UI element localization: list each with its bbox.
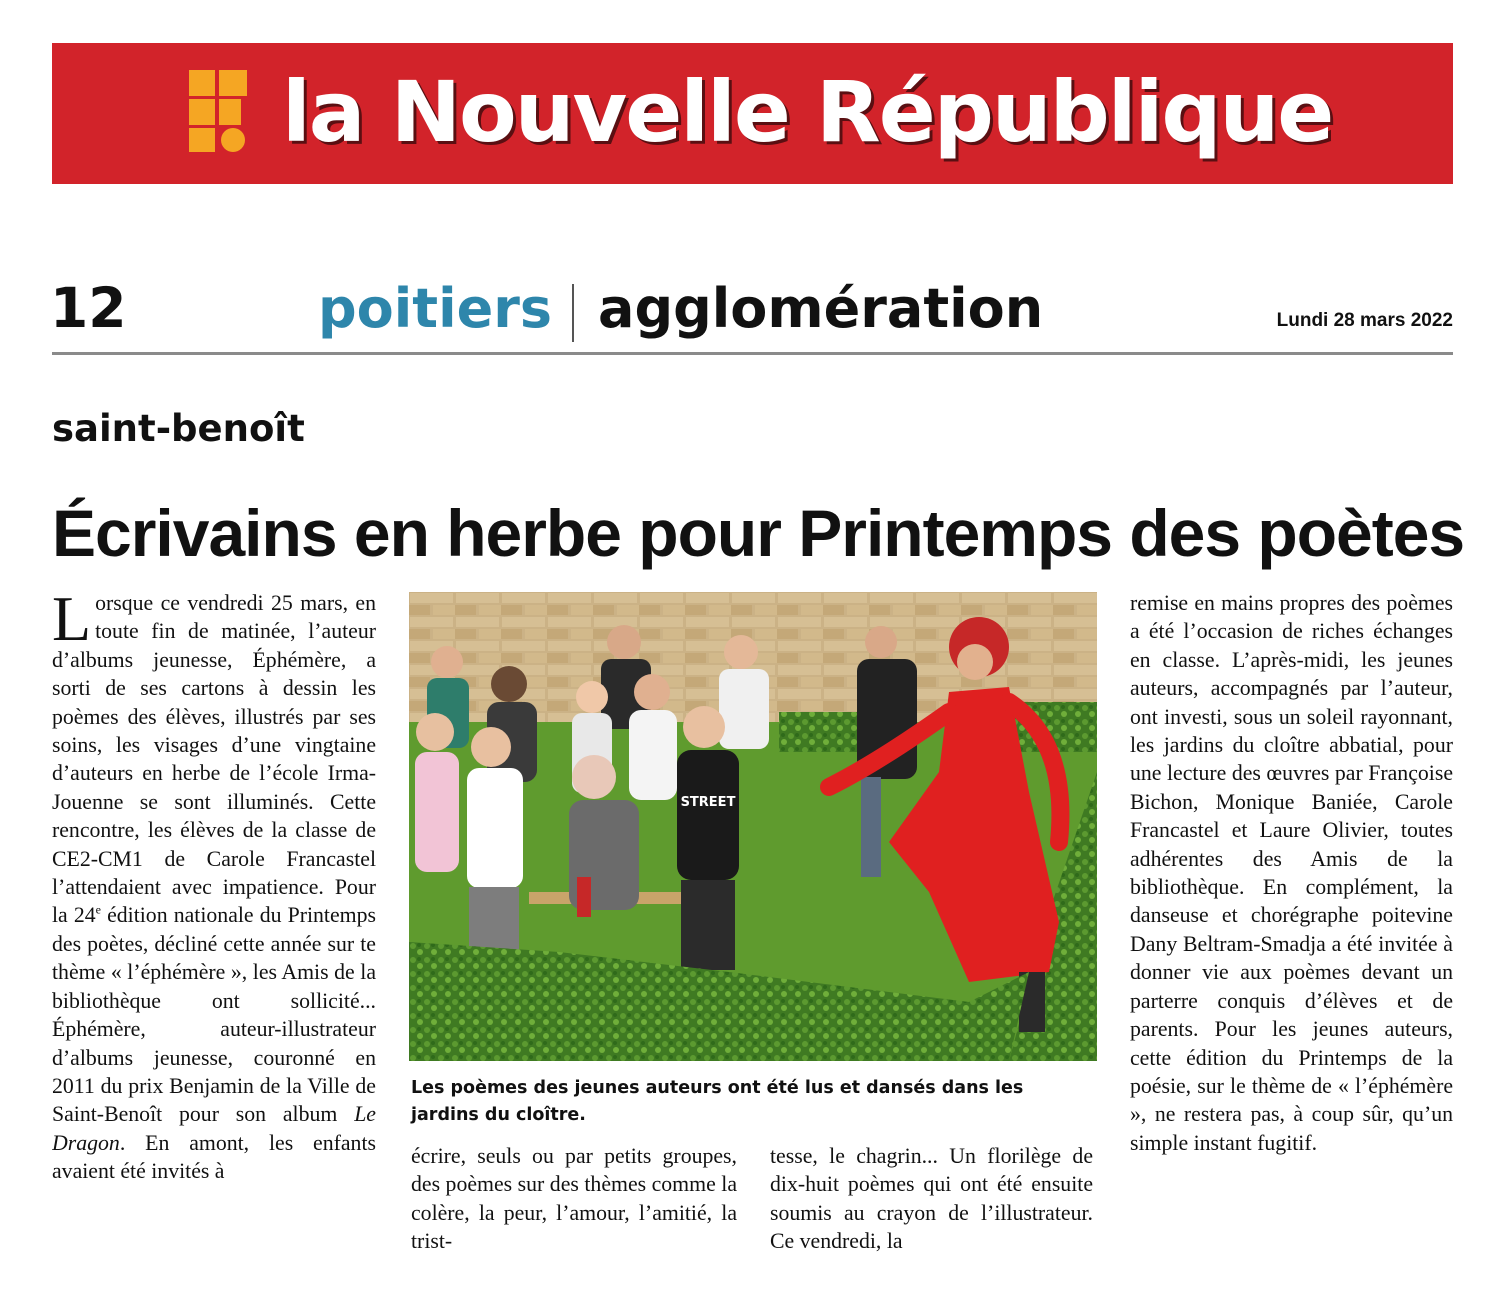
shirt-text: STREET (680, 795, 736, 810)
issue-date: Lundi 28 mars 2022 (1276, 310, 1453, 331)
article-photo (409, 592, 1097, 1061)
photo-illustration (409, 592, 1097, 1061)
article-column-2: écrire, seuls ou par petits groupes, des poèmes sur des thèmes comme la colère, la peur, l’amour, l’amitié, la trist- (411, 1144, 737, 1254)
article-column-1 (52, 589, 376, 1275)
album-title: Le Dragon (52, 1102, 376, 1155)
header-divider (52, 352, 1453, 355)
column-1-text-c: . En amont, les enfants avaient été invités à (52, 1130, 376, 1184)
newspaper-logo-icon (189, 70, 247, 152)
photo-caption: Les poèmes des jeunes auteurs ont été lus et dansés dans les jardins du cloître. (411, 1078, 1024, 1125)
section-subtitle: agglomération (598, 277, 1044, 340)
column-1-text-b: édition nationale du Printemps des poètes, décliné cette année sur te thème « l’éphémère », les Amis de la bibliothèque ont sollicité... Éphémère, auteur-illustrateur d’albums jeunesse, couronné en 2011 du prix Benjamin de la Ville de Saint-Benoît pour son album (52, 903, 376, 1127)
ordinal-suffix: e (95, 903, 101, 918)
column-1-text: orsque ce vendredi 25 mars, en toute fin de matinée, l’auteur d’albums jeunesse, Éphémère, a sorti de ses cartons à dessin les poèmes des élèves, illustrés par ses soins, les visages d’une vingtaine d’auteurs en herbe de l’école Irma-Jouenne se sont illuminés. Cette rencontre, les élèves de la classe de CE2-CM1 de Carole Francastel l’attendaient avec impatience. Pour la 24 (52, 591, 376, 928)
article-column-4: remise en mains propres des poèmes a été l’occasion de riches échanges en classe. L’après-midi, les jeunes auteurs, accompagnés par l’auteur, ont investi, sous un soleil rayonnant, les jardins du cloître abbatial, pour une lecture des œuvres par Françoise Bichon, Monique Baniée, Carole Francastel et Laure Olivier, toutes adhérentes des Amis de la bibliothèque. En complément, la danseuse et chorégraphe poitevine Dany Beltram-Smadja a été invitée à donner vie aux poèmes devant un parterre conquis d’élèves et de parents. Pour les jeunes auteurs, cette édition du Printemps de la poésie, sur le thème de « l’éphémère », ne restera pas, à coup sûr, qu’un simple instant fugitif. (1130, 591, 1453, 1155)
article-headline: Écrivains en herbe pour Printemps des poètes (52, 496, 1465, 570)
page-number: 12 (50, 276, 127, 340)
article-column-3: tesse, le chagrin... Un florilège de dix-huit poèmes qui ont été ensuite soumis au crayon de l’illustrateur. Ce vendredi, la (770, 1144, 1093, 1254)
article-locality: saint-benoît (52, 407, 305, 450)
drop-cap: L (52, 589, 92, 654)
section-name: poitiers (318, 277, 552, 340)
section-separator (572, 284, 574, 342)
masthead (52, 43, 1453, 184)
masthead-title: la Nouvelle République (282, 63, 1333, 161)
